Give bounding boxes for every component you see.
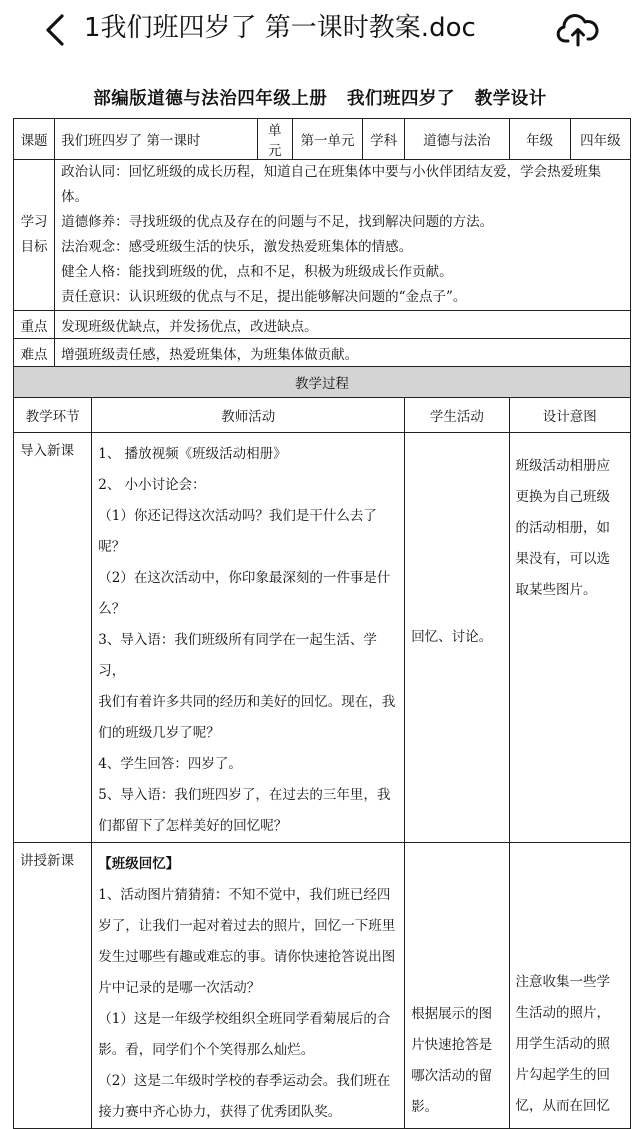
header-row	[14, 119, 631, 160]
unit-value: 第一单元	[292, 119, 362, 160]
goals-label-line-1: 学习	[20, 214, 48, 230]
process-header-intent: 设计意图	[509, 398, 630, 433]
process-header-row	[14, 398, 631, 433]
teacher-line: 发生过哪些有趣或难忘的事。请你快速抢答说出图	[98, 949, 396, 965]
difficulty-label: 难点	[14, 339, 55, 367]
key-point-row	[14, 311, 631, 339]
process-title: 教学过程	[14, 367, 631, 398]
process-header-stage: 教学环节	[14, 398, 92, 433]
teacher-line: 影。看，同学们个个笑得那么灿烂。	[98, 1042, 315, 1058]
goals-label	[14, 160, 55, 311]
student-activity-cell	[405, 843, 509, 1129]
unit-label: 单元	[257, 119, 292, 160]
app-bar	[0, 0, 640, 64]
teacher-line: （1）你还记得这次活动吗？我们是干什么去了呢？	[98, 508, 377, 555]
goals-row	[14, 160, 631, 311]
goal-line: 体。	[61, 189, 89, 205]
student-line: 片快速抢答是	[411, 1037, 493, 1053]
teacher-line: 1、活动图片猜猜猜：不知不觉中，我们班已经四	[98, 887, 391, 903]
goal-line: 道德修养：寻找班级的优点及存在的问题与不足，找到解决问题的方法。	[61, 214, 494, 230]
topic-value: 我们班四岁了 第一课时	[55, 119, 258, 160]
document-title: 1我们班四岁了 第一课时教案.doc	[84, 13, 476, 43]
intent-line: 片勾起学生的回	[515, 1067, 611, 1083]
teacher-activity-cell	[92, 433, 405, 843]
teacher-line: 1、 播放视频《班级活动相册》	[98, 446, 287, 462]
intent-line: 果没有，可以选	[515, 551, 611, 567]
difficulty-text: 增强班级责任感，热爱班集体，为班集体做贡献。	[55, 339, 631, 367]
intent-line: 忆，从而在回忆	[515, 1098, 611, 1114]
intent-line: 的活动相册，如	[515, 520, 611, 536]
intent-line: 更换为自己班级	[515, 489, 611, 505]
design-intent-cell	[509, 433, 630, 843]
process-header-teacher: 教师活动	[92, 398, 405, 433]
key-point-label: 重点	[14, 311, 55, 339]
grade-label: 年级	[509, 119, 570, 160]
intent-line: 班级活动相册应	[515, 458, 611, 474]
subject-label: 学科	[363, 119, 405, 160]
teacher-line: 么？	[98, 601, 126, 617]
teacher-heading: 【班级回忆】	[98, 856, 180, 872]
subject-value: 道德与法治	[405, 119, 509, 160]
intent-line: 用学生活动的照	[515, 1036, 611, 1052]
process-title-row	[14, 367, 631, 398]
goals-content	[55, 160, 631, 311]
goals-label-line-2: 目标	[20, 239, 48, 255]
teacher-line: 2、 小小讨论会：	[98, 477, 206, 493]
student-line: 回忆、讨论。	[411, 629, 493, 645]
teacher-line: （1）这是一年级学校组织全班同学看菊展后的合	[98, 1011, 391, 1027]
topic-label: 课题	[14, 119, 55, 160]
cloud-upload-icon	[556, 10, 600, 50]
teacher-line: 5、导入语：我们班四岁了，在过去的三年里，我	[98, 787, 391, 803]
teacher-line: 4、学生回答：四岁了。	[98, 756, 242, 772]
lesson-plan-table	[13, 118, 631, 1129]
difficulty-row	[14, 339, 631, 367]
student-activity-cell	[405, 433, 509, 843]
teacher-line: 们的班级几岁了呢？	[98, 725, 220, 741]
chevron-left-icon	[38, 10, 74, 50]
key-point-text: 发现班级优缺点，并发扬优点，改进缺点。	[55, 311, 631, 339]
stage-cell: 讲授新课	[14, 843, 92, 1129]
intent-line: 注意收集一些学	[515, 974, 611, 990]
intent-line: 取某些图片。	[515, 582, 597, 598]
student-line: 根据展示的图	[411, 1006, 493, 1022]
teacher-line: 我们有着许多共同的经历和美好的回忆。现在，我	[98, 694, 396, 710]
stage-cell: 导入新课	[14, 433, 92, 843]
teacher-activity-cell	[92, 843, 405, 1129]
teacher-line: （2）这是二年级时学校的春季运动会。我们班在	[98, 1073, 391, 1089]
grade-value: 四年级	[570, 119, 630, 160]
design-intent-cell	[509, 843, 630, 1129]
teacher-line: 3、导入语：我们班级所有同学在一起生活、学习，	[98, 632, 377, 679]
goal-line: 责任意识：认识班级的优点与不足，提出能够解决问题的“金点子”。	[61, 289, 467, 305]
intent-line: 生活动的照片，	[515, 1005, 611, 1021]
goal-line: 法治观念：感受班级生活的快乐，激发热爱班集体的情感。	[61, 239, 413, 255]
student-line: 影。	[411, 1099, 439, 1115]
teacher-line: 们都留下了怎样美好的回忆呢？	[98, 818, 288, 834]
student-line: 哪次活动的留	[411, 1068, 493, 1084]
teacher-line: （2）在这次活动中，你印象最深刻的一件事是什	[98, 570, 391, 586]
back-button[interactable]	[38, 10, 74, 50]
process-row-new-lesson	[14, 843, 631, 1129]
teacher-line: 片中记录的是哪一次活动？	[98, 980, 261, 996]
process-row-intro	[14, 433, 631, 843]
teacher-line: 岁了，让我们一起对着过去的照片，回忆一下班里	[98, 918, 396, 934]
goal-line: 健全人格：能找到班级的优，点和不足，积极为班级成长作贡献。	[61, 264, 453, 280]
document-heading: 部编版道德与法治四年级上册 我们班四岁了 教学设计	[93, 89, 547, 109]
process-header-student: 学生活动	[405, 398, 509, 433]
goal-line: 政治认同：回忆班级的成长历程，知道自己在班集体中要与小伙伴团结友爱，学会热爱班集	[61, 164, 602, 180]
cloud-upload-button[interactable]	[556, 10, 600, 50]
teacher-line: 接力赛中齐心协力，获得了优秀团队奖。	[98, 1104, 342, 1120]
